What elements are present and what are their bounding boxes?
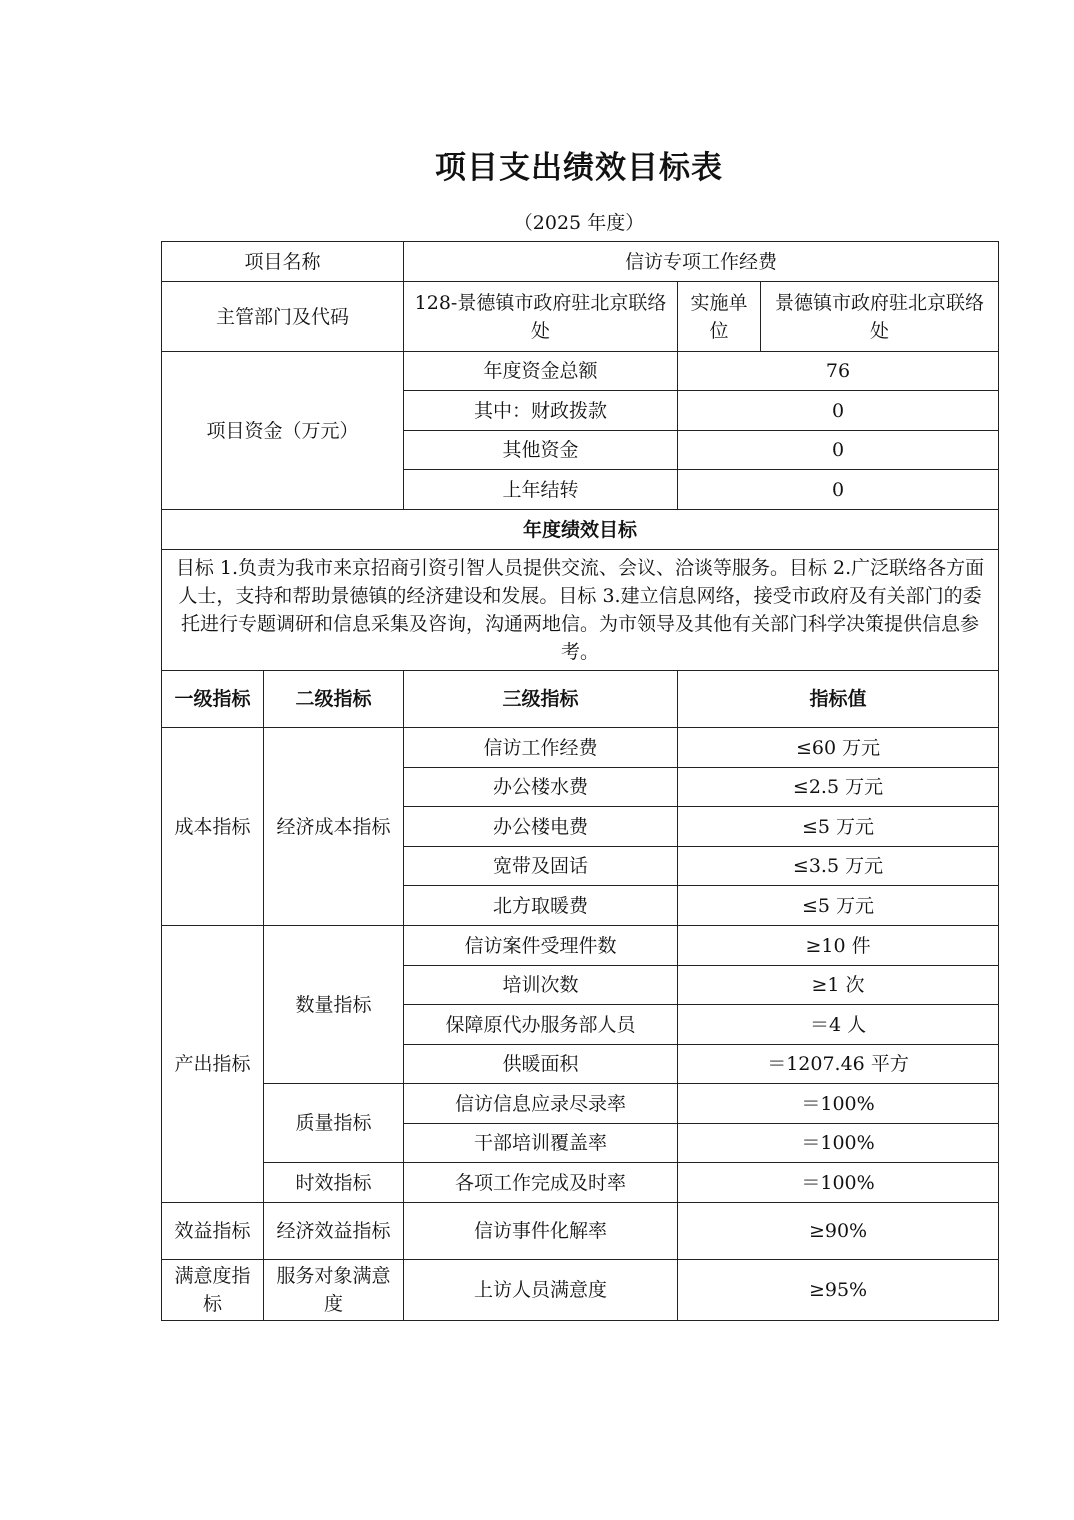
indicator-name: 宽带及固话 (404, 847, 678, 886)
indicator-name: 办公楼水费 (404, 768, 678, 807)
table-row (162, 728, 999, 768)
cost-level1: 成本指标 (162, 728, 264, 926)
table-row (162, 510, 999, 550)
fund-carry-value: 0 (678, 470, 999, 510)
dept-label: 主管部门及代码 (162, 282, 404, 352)
table-row (162, 926, 999, 966)
project-name-value: 信访专项工作经费 (404, 242, 999, 282)
indicator-value: ≤60 万元 (678, 728, 999, 768)
table-row (162, 1260, 999, 1321)
indicator-name: 上访人员满意度 (404, 1260, 678, 1321)
fund-fiscal-value: 0 (678, 391, 999, 431)
indicator-value: ＝100% (678, 1163, 999, 1203)
indicator-value: ≤3.5 万元 (678, 847, 999, 886)
satisfaction-level1: 满意度指标 (162, 1260, 264, 1321)
indicator-value: ≤5 万元 (678, 807, 999, 847)
page-subtitle: （2025 年度） (513, 212, 645, 234)
indicator-value: ＝4 人 (678, 1005, 999, 1045)
timeliness-level2: 时效指标 (264, 1163, 404, 1203)
indicator-name: 干部培训覆盖率 (404, 1124, 678, 1163)
header-value: 指标值 (678, 671, 999, 728)
indicator-value: ≤5 万元 (678, 886, 999, 926)
indicator-name: 信访事件化解率 (404, 1203, 678, 1260)
indicator-name: 供暖面积 (404, 1045, 678, 1084)
indicator-value: ＝100% (678, 1084, 999, 1124)
fund-total-label: 年度资金总额 (404, 352, 678, 391)
page-title: 项目支出绩效目标表 (435, 150, 723, 186)
indicator-name: 信访工作经费 (404, 728, 678, 768)
table-row (162, 1084, 999, 1124)
fund-other-label: 其他资金 (404, 431, 678, 470)
indicator-name: 信访案件受理件数 (404, 926, 678, 966)
header-level3: 三级指标 (404, 671, 678, 728)
indicator-value: ≥95% (678, 1260, 999, 1321)
table-row (162, 550, 999, 671)
table-row (162, 242, 999, 282)
output-level1: 产出指标 (162, 926, 264, 1203)
fund-carry-label: 上年结转 (404, 470, 678, 510)
indicator-value: ＝1207.46 平方 (678, 1045, 999, 1084)
table-row (162, 1163, 999, 1203)
quality-level2: 质量指标 (264, 1084, 404, 1163)
fund-total-value: 76 (678, 352, 999, 391)
fund-other-value: 0 (678, 431, 999, 470)
table-row (162, 671, 999, 728)
fund-fiscal-label: 其中：财政拨款 (404, 391, 678, 431)
impl-label: 实施单位 (678, 282, 761, 352)
indicator-value: ≤2.5 万元 (678, 768, 999, 807)
satisfaction-level2: 服务对象满意度 (264, 1260, 404, 1321)
cost-level2: 经济成本指标 (264, 728, 404, 926)
fund-label: 项目资金（万元） (162, 352, 404, 510)
performance-table (161, 241, 999, 1321)
table-row (162, 282, 999, 352)
indicator-value: ≥90% (678, 1203, 999, 1260)
indicator-name: 保障原代办服务部人员 (404, 1005, 678, 1045)
header-level2: 二级指标 (264, 671, 404, 728)
indicator-name: 办公楼电费 (404, 807, 678, 847)
table-row (162, 1203, 999, 1260)
goal-header: 年度绩效目标 (162, 510, 999, 550)
table-row (162, 352, 999, 391)
indicator-name: 各项工作完成及时率 (404, 1163, 678, 1203)
header-level1: 一级指标 (162, 671, 264, 728)
indicator-value: ≥1 次 (678, 966, 999, 1005)
impl-value: 景德镇市政府驻北京联络处 (761, 282, 999, 352)
indicator-name: 培训次数 (404, 966, 678, 1005)
indicator-name: 北方取暖费 (404, 886, 678, 926)
quantity-level2: 数量指标 (264, 926, 404, 1084)
benefit-level1: 效益指标 (162, 1203, 264, 1260)
benefit-level2: 经济效益指标 (264, 1203, 404, 1260)
indicator-name: 信访信息应录尽录率 (404, 1084, 678, 1124)
dept-value: 128-景德镇市政府驻北京联络处 (404, 282, 678, 352)
project-name-label: 项目名称 (162, 242, 404, 282)
goal-text: 目标 1.负责为我市来京招商引资引智人员提供交流、会议、洽谈等服务。目标 2.广泛联络各方面人士，支持和帮助景德镇的经济建设和发展。目标 3.建立信息网络，接受市政府及有关部门的委托进行专题调研和信息采集及咨询，沟通两地信。为市领导及其他有关部门科学决策提供信息参考。 (162, 550, 999, 671)
indicator-value: ≥10 件 (678, 926, 999, 966)
indicator-value: ＝100% (678, 1124, 999, 1163)
